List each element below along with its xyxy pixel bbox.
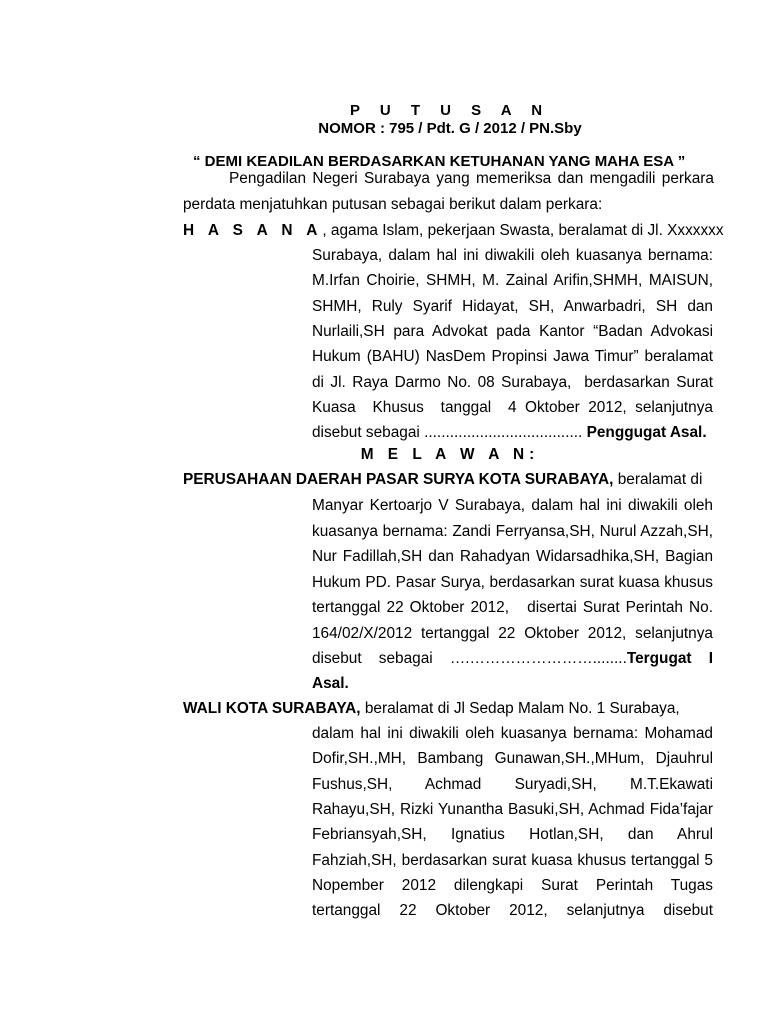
party3-line: Fushus,SH, Achmad Suryadi,SH, M.T.Ekawati [312, 775, 713, 793]
party1-line: Hukum (BAHU) NasDem Propinsi Jawa Timur” beralamat [312, 348, 713, 366]
party1-name: H A S A N A [183, 222, 323, 239]
party3-line: Dofir,SH.,MH, Bambang Gunawan,SH.,MHum, Djauhrul [312, 750, 713, 768]
party2-role: Tergugat [626, 650, 692, 667]
party2-line: kuasanya bernama: Zandi Ferryansa,SH, Nurul Azzah,SH, [312, 522, 713, 540]
party2-line: Nur Fadillah,SH dan Rahadyan Widarsadhika,SH, Bagian [312, 548, 713, 565]
party2-line: 164/02/X/2012 tertanggal 22 Oktober 2012, selanjutnya [312, 624, 713, 642]
intro-line-1: Pengadilan Negeri Surabaya yang memeriksa dan mengadili perkara [229, 170, 714, 187]
party1-line: M.Irfan Choirie, SHMH, M. Zainal Arifin,SHMH, MAISUN, [312, 272, 713, 290]
document-title: P U T U S A N [349, 102, 551, 119]
irah-irah-heading: “ DEMI KEADILAN BERDASARKAN KETUHANAN YANG MAHA ESA ” [193, 153, 686, 170]
party1-line: Surabaya, dalam hal ini diwakili oleh kuasanya bernama: [312, 247, 713, 264]
party3-line: Nopember 2012 dilengkapi Surat Perintah Tugas [312, 876, 713, 894]
party2-last-line: disebut sebagai ….……………………........Tergugat I [312, 650, 713, 667]
party3-line: tertanggal 22 Oktober 2012, selanjutnya disebut [312, 902, 713, 920]
party3-first-line: WALI KOTA SURABAYA, beralamat di Jl Sedap Malam No. 1 Surabaya, [183, 700, 680, 717]
party3-line: Rahayu,SH, Rizki Yunantha Basuki,SH, Achmad Fida’fajar [312, 800, 713, 818]
party2-name: PERUSAHAAN DAERAH PASAR SURYA KOTA SURABAYA, [183, 471, 614, 488]
party1-line: SHMH, Ruly Syarif Hidayat, SH, Anwarbadri, SH dan [312, 297, 713, 315]
party1-line: di Jl. Raya Darmo No. 08 Surabaya, berdasarkan Surat [312, 373, 713, 391]
party3-line: Fahziah,SH, berdasarkan surat kuasa khusus tertanggal 5 [312, 851, 713, 869]
party1-line: Kuasa Khusus tanggal 4 Oktober 2012, selanjutnya [312, 398, 713, 416]
party1-line: Nurlaili,SH para Advokat pada Kantor “Badan Advokasi [312, 322, 713, 340]
party1-last-line: disebut sebagai ..................................... Penggugat Asal. [312, 424, 707, 441]
party2-first-line: PERUSAHAAN DAERAH PASAR SURYA KOTA SURABAYA, beralamat di [183, 471, 703, 488]
party2-line: Manyar Kertoarjo V Surabaya, dalam hal ini diwakili oleh [312, 497, 713, 514]
party2-role-end: Asal. [312, 675, 349, 692]
case-number: NOMOR : 795 / Pdt. G / 2012 / PN.Sby [318, 120, 582, 137]
party3-line: dalam hal ini diwakili oleh kuasanya bernama: Mohamad [312, 725, 713, 742]
party3-line: Febriansyah,SH, Ignatius Hotlan,SH, dan Ahrul [312, 826, 713, 844]
party2-line: Hukum PD. Pasar Surya, berdasarkan surat kuasa khusus [312, 573, 713, 591]
intro-line-2: perdata menjatuhkan putusan sebagai berikut dalam perkara: [183, 196, 603, 213]
party2-line: tertanggal 22 Oktober 2012, disertai Surat Perintah No. [312, 599, 713, 616]
party3-name: WALI KOTA SURABAYA, [183, 700, 361, 717]
party1-first-line: H A S A N A, agama Islam, pekerjaan Swasta, beralamat di Jl. Xxxxxxx [183, 222, 724, 239]
party1-role: Penggugat Asal. [586, 424, 707, 441]
melawan-heading: M E L A W A N: [360, 446, 540, 463]
